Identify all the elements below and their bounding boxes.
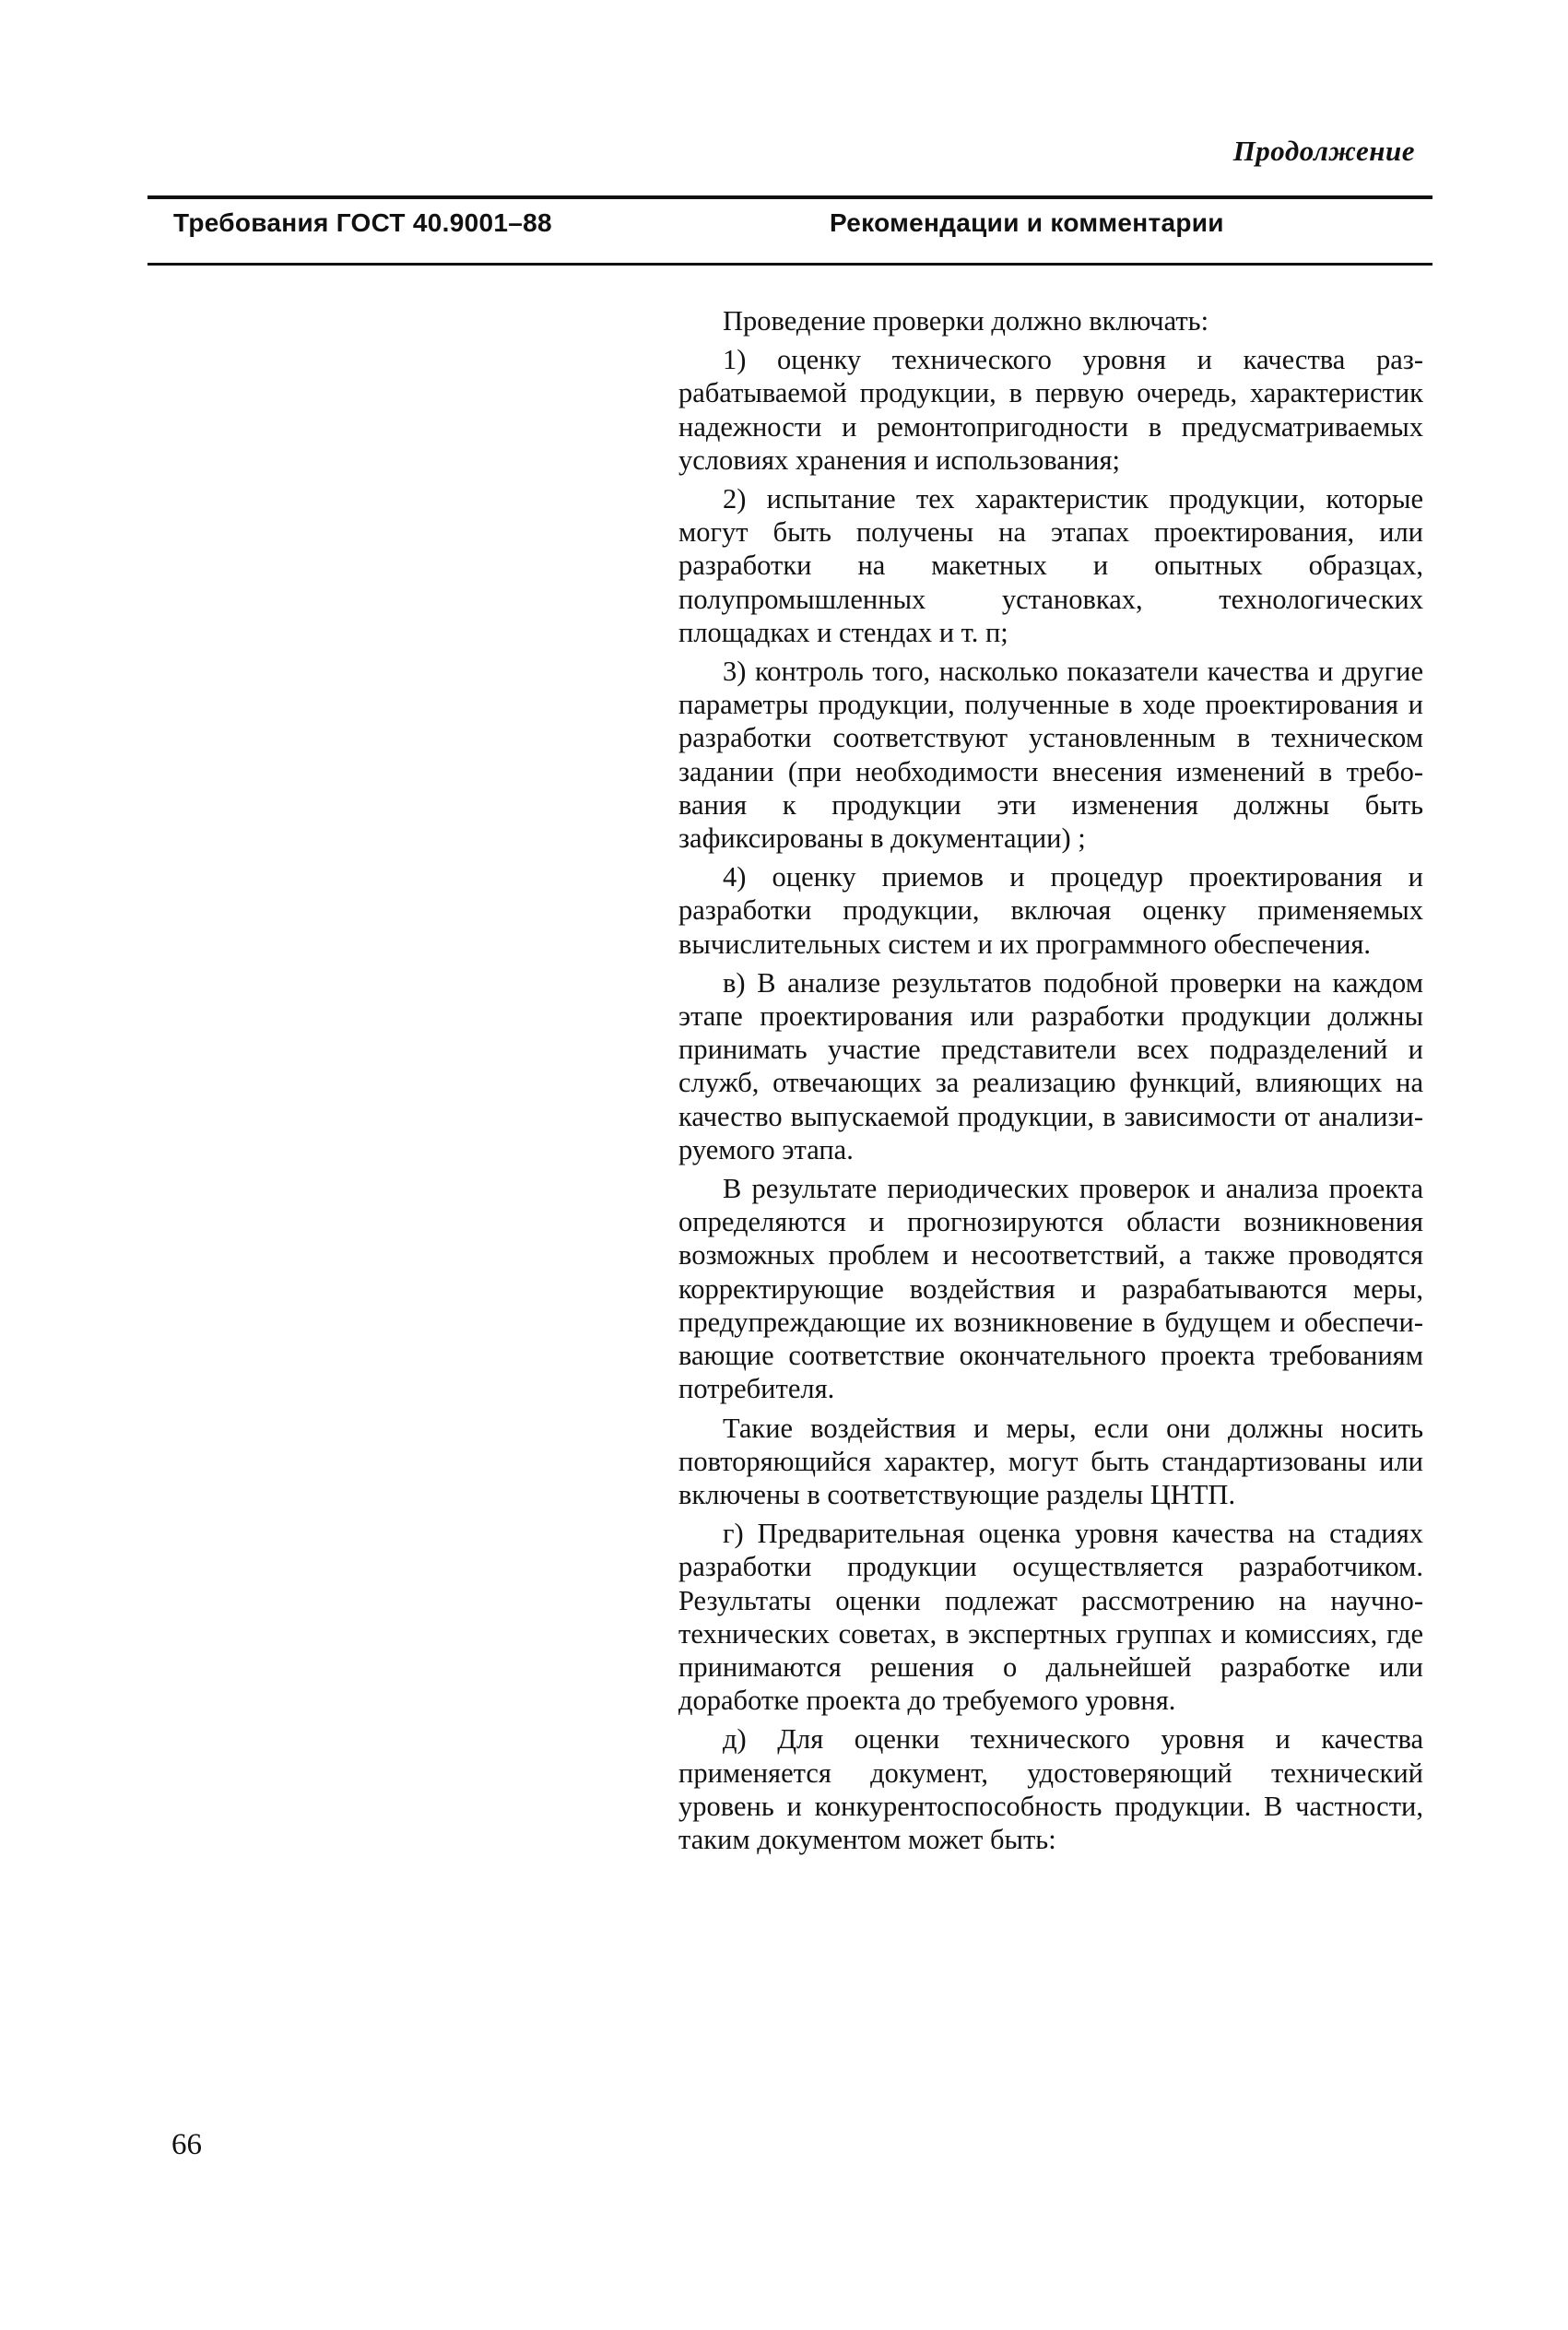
paragraph: 2) испытание тех характеристик продукции, которые могут быть получены на этапах проектирования, или разработки на макетных и опытных образцах, полупромышленных установках, технологических площадках и стендах и т. п;: [678, 483, 1423, 648]
recommendations-text: [678, 304, 1423, 1862]
paragraph: в) В анализе результатов подобной проверки на каждом этапе проектирования или разработки продукции должны принимать участие представители всех подразделений и служб, отвечающих за реализацию функций, влияющих на качество выпускаемой продукции, в зависимости от анализируемого этапа.: [678, 966, 1423, 1165]
page-number: 66: [171, 2128, 202, 2161]
continuation-label: Продолжение: [1232, 135, 1415, 167]
column-header-recommendations: Рекомендации и комментарии: [830, 208, 1224, 237]
paragraph: 1) оценку технического уровня и качества разрабатываемой продукции, в первую очередь, характеристик надежности и ремонтопригодности в предусматриваемых условиях хранения и использования;: [678, 344, 1423, 476]
paragraph: 3) контроль того, насколько показатели качества и другие параметры продукции, полученные в ходе проектирования и разработки соответствуют установленным в техническом задании (при необходимости внесения изменений в требования к продукции эти изменения должны быть зафиксированы в документации) ;: [678, 656, 1423, 855]
paragraph: 4) оценку приемов и процедур проектирования и разработки продукции, включая оценку применяемых вычислительных систем и их программного обеспечения.: [678, 861, 1423, 960]
header-bottom-rule: [147, 263, 1432, 266]
paragraph: Проведение проверки должно включать:: [723, 305, 1209, 337]
paragraph: В результате периодических проверок и анализа проекта определяются и прогнозируются области возникновения возможных проблем и несоответствий, а также проводятся корректирующие воздействия и разрабатываются меры, предупреждающие их возникновение в будущем и обеспечивающие соответствие окончательного проекта требованиям потребителя.: [678, 1173, 1423, 1405]
column-header-requirements: Требования ГОСТ 40.9001–88: [173, 208, 552, 237]
paragraph: г) Предварительная оценка уровня качества на стадиях разработки продукции осуществляется разработчиком. Результаты оценки подлежат рассмотрению на научно-технических советах, в экспертных группах и комиссиях, где принимаются решения о дальнейшей разработке или доработке проекта до требуемого уровня.: [678, 1518, 1423, 1717]
paragraph: Такие воздействия и меры, если они должны носить повторяющийся характер, могут быть стандартизованы или включены в соответствующие разделы ЦНТП.: [678, 1412, 1423, 1510]
paragraph: д) Для оценки технического уровня и качества применяется документ, удостоверяющий технический уровень и конкурентоспособность продукции. В частности, таким документом может быть:: [678, 1723, 1423, 1855]
header-top-rule: [147, 195, 1432, 199]
